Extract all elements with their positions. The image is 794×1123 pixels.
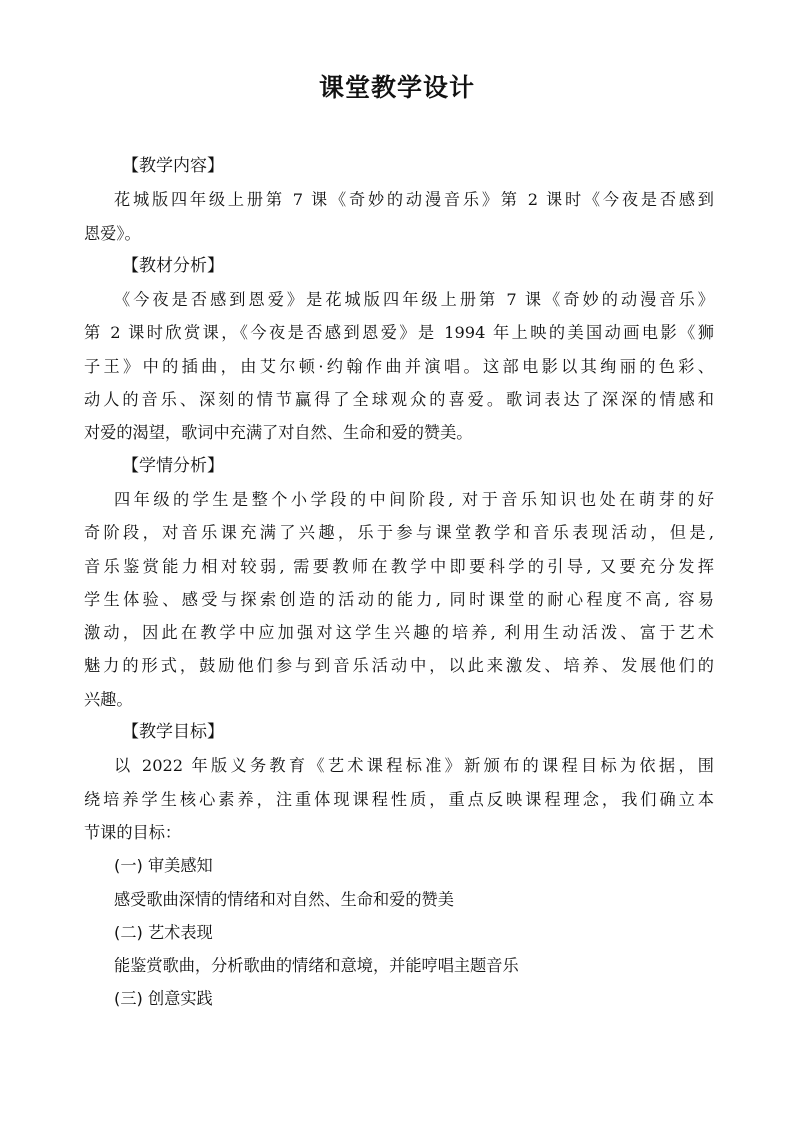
paragraph-line: 兴趣。 xyxy=(84,689,133,709)
document-body xyxy=(84,150,714,1016)
section-heading-goals: 【教学目标】 xyxy=(122,722,224,743)
paragraph-line: 激动，因此在教学中应加强对这学生兴趣的培养, 利用生动活泼、富于艺术 xyxy=(84,623,714,643)
paragraph-line: 花城版四年级上册第 7 课《奇妙的动漫音乐》第 2 课时《今夜是否感到 xyxy=(114,190,714,210)
paragraph-line: 《今夜是否感到恩爱》是花城版四年级上册第 7 课《奇妙的动漫音乐》 xyxy=(114,290,714,310)
goal-label: (一) 审美感知 xyxy=(114,856,213,876)
paragraph-line: 以 2022 年版义务教育《艺术课程标准》新颁布的课程目标为依据，围 xyxy=(114,756,714,776)
goal-label: (二) 艺术表现 xyxy=(114,922,213,942)
section-heading-students: 【学情分析】 xyxy=(122,455,224,476)
section-heading-content: 【教学内容】 xyxy=(122,156,224,176)
paragraph-line: 奇阶段，对音乐课充满了兴趣，乐于参与课堂教学和音乐表现活动，但是, xyxy=(84,523,714,543)
paragraph-line: 恩爱》。 xyxy=(84,223,141,243)
paragraph-line: 动人的音乐、深刻的情节赢得了全球观众的喜爱。歌词表达了深深的情感和 xyxy=(84,390,714,410)
paragraph-line: 魅力的形式，鼓励他们参与到音乐活动中，以此来激发、培养、发展他们的 xyxy=(84,656,714,676)
paragraph-line: 音乐鉴赏能力相对较弱, 需要教师在教学中即要科学的引导, 又要充分发挥 xyxy=(84,556,714,576)
goal-text: 能鉴赏歌曲，分析歌曲的情绪和意境，并能哼唱主题音乐 xyxy=(114,956,519,976)
paragraph-line: 子王》中的插曲，由艾尔顿·约翰作曲并演唱。这部电影以其绚丽的色彩、 xyxy=(84,356,714,376)
paragraph-line: 对爱的渴望，歌词中充满了对自然、生命和爱的赞美。 xyxy=(84,423,473,443)
paragraph-line: 学生体验、感受与探索创造的活动的能力, 同时课堂的耐心程度不高, 容易 xyxy=(84,589,714,609)
paragraph-line: 第 2 课时欣赏课，《今夜是否感到恩爱》是 1994 年上映的美国动画电影《狮 xyxy=(84,323,714,343)
paragraph-line: 节课的目标： xyxy=(84,822,182,842)
section-heading-material: 【教材分析】 xyxy=(122,255,224,276)
paragraph-line: 绕培养学生核心素养，注重体现课程性质，重点反映课程理念，我们确立本 xyxy=(84,789,714,809)
paragraph-line: 四年级的学生是整个小学段的中间阶段, 对于音乐知识也处在萌芽的好 xyxy=(114,489,714,509)
goal-text: 感受歌曲深情的情绪和对自然、生命和爱的赞美 xyxy=(114,889,454,909)
goal-label: (三) 创意实践 xyxy=(114,989,213,1009)
page-title: 课堂教学设计 xyxy=(318,73,475,102)
